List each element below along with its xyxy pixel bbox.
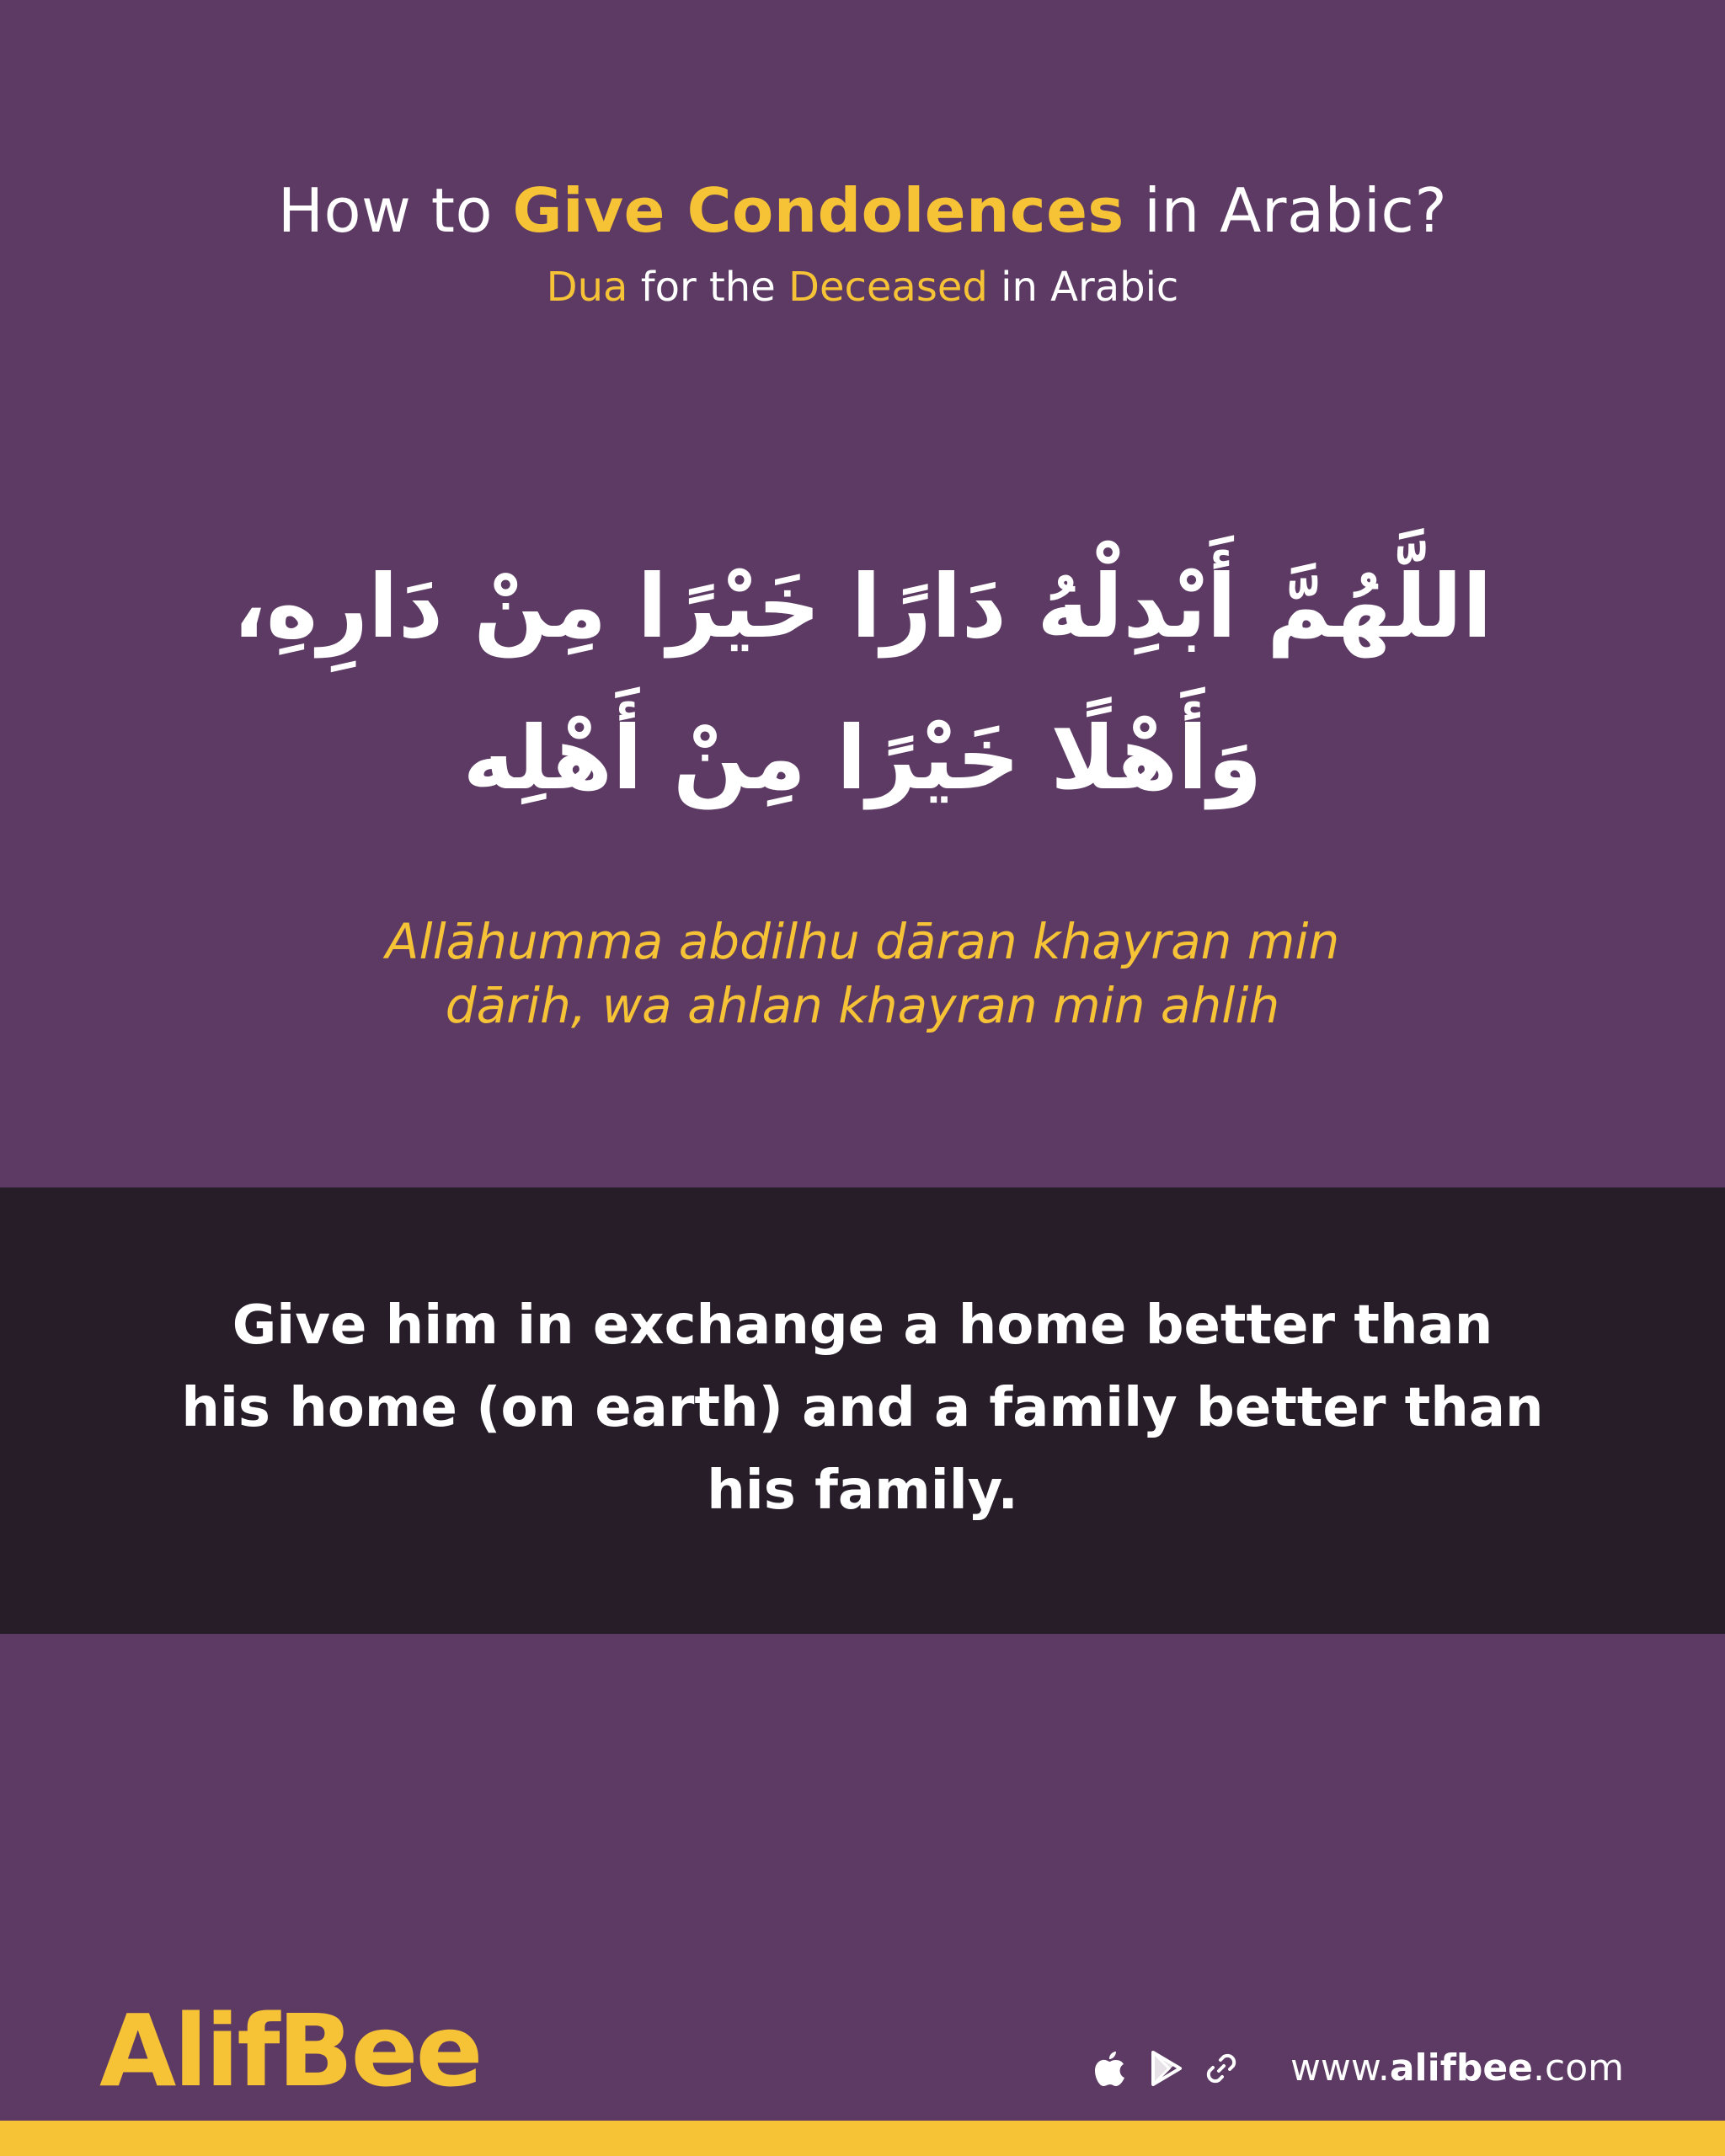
title-accent: Give Condolences bbox=[512, 175, 1124, 246]
subtitle-suffix: in Arabic bbox=[987, 264, 1179, 311]
translation-line-3: his family. bbox=[707, 1460, 1018, 1522]
bottom-accent-bar bbox=[0, 2121, 1725, 2156]
website-link[interactable] bbox=[1290, 2043, 1624, 2094]
footer-links bbox=[1092, 2038, 1624, 2099]
subtitle-accent-deceased: Deceased bbox=[788, 264, 988, 311]
transliteration-line-2: dārih, wa ahlan khayran min ahlih bbox=[445, 977, 1280, 1034]
transliteration bbox=[168, 910, 1557, 1038]
page-title bbox=[0, 168, 1725, 253]
translation-line-1: Give him in exchange a home better than bbox=[232, 1294, 1493, 1357]
url-domain: alifbee bbox=[1389, 2047, 1534, 2089]
title-suffix: in Arabic? bbox=[1124, 175, 1448, 246]
apple-icon[interactable] bbox=[1092, 2050, 1129, 2087]
subtitle-middle: for the bbox=[628, 264, 789, 311]
alifbee-logo[interactable]: AlifBee bbox=[99, 1993, 481, 2109]
play-store-icon[interactable] bbox=[1147, 2050, 1184, 2087]
transliteration-line-1: Allāhumma abdilhu dāran khayran min bbox=[385, 913, 1340, 970]
translation-text bbox=[135, 1284, 1590, 1532]
translation-line-2: his home (on earth) and a family better than bbox=[181, 1377, 1544, 1439]
link-icon[interactable] bbox=[1203, 2050, 1240, 2087]
subtitle-accent-dua: Dua bbox=[546, 264, 628, 311]
page-subtitle bbox=[0, 259, 1725, 315]
url-prefix: www. bbox=[1290, 2047, 1390, 2089]
arabic-dua bbox=[168, 531, 1557, 834]
url-suffix: .com bbox=[1533, 2047, 1624, 2089]
title-prefix: How to bbox=[277, 175, 513, 246]
arabic-line-1: اللَّهُمَّ أَبْدِلْهُ دَارًا خَيْرًا مِنْ دَارِهِ، bbox=[232, 555, 1493, 658]
arabic-line-2: وَأَهْلًا خَيْرًا مِنْ أَهْلِه bbox=[462, 707, 1263, 809]
